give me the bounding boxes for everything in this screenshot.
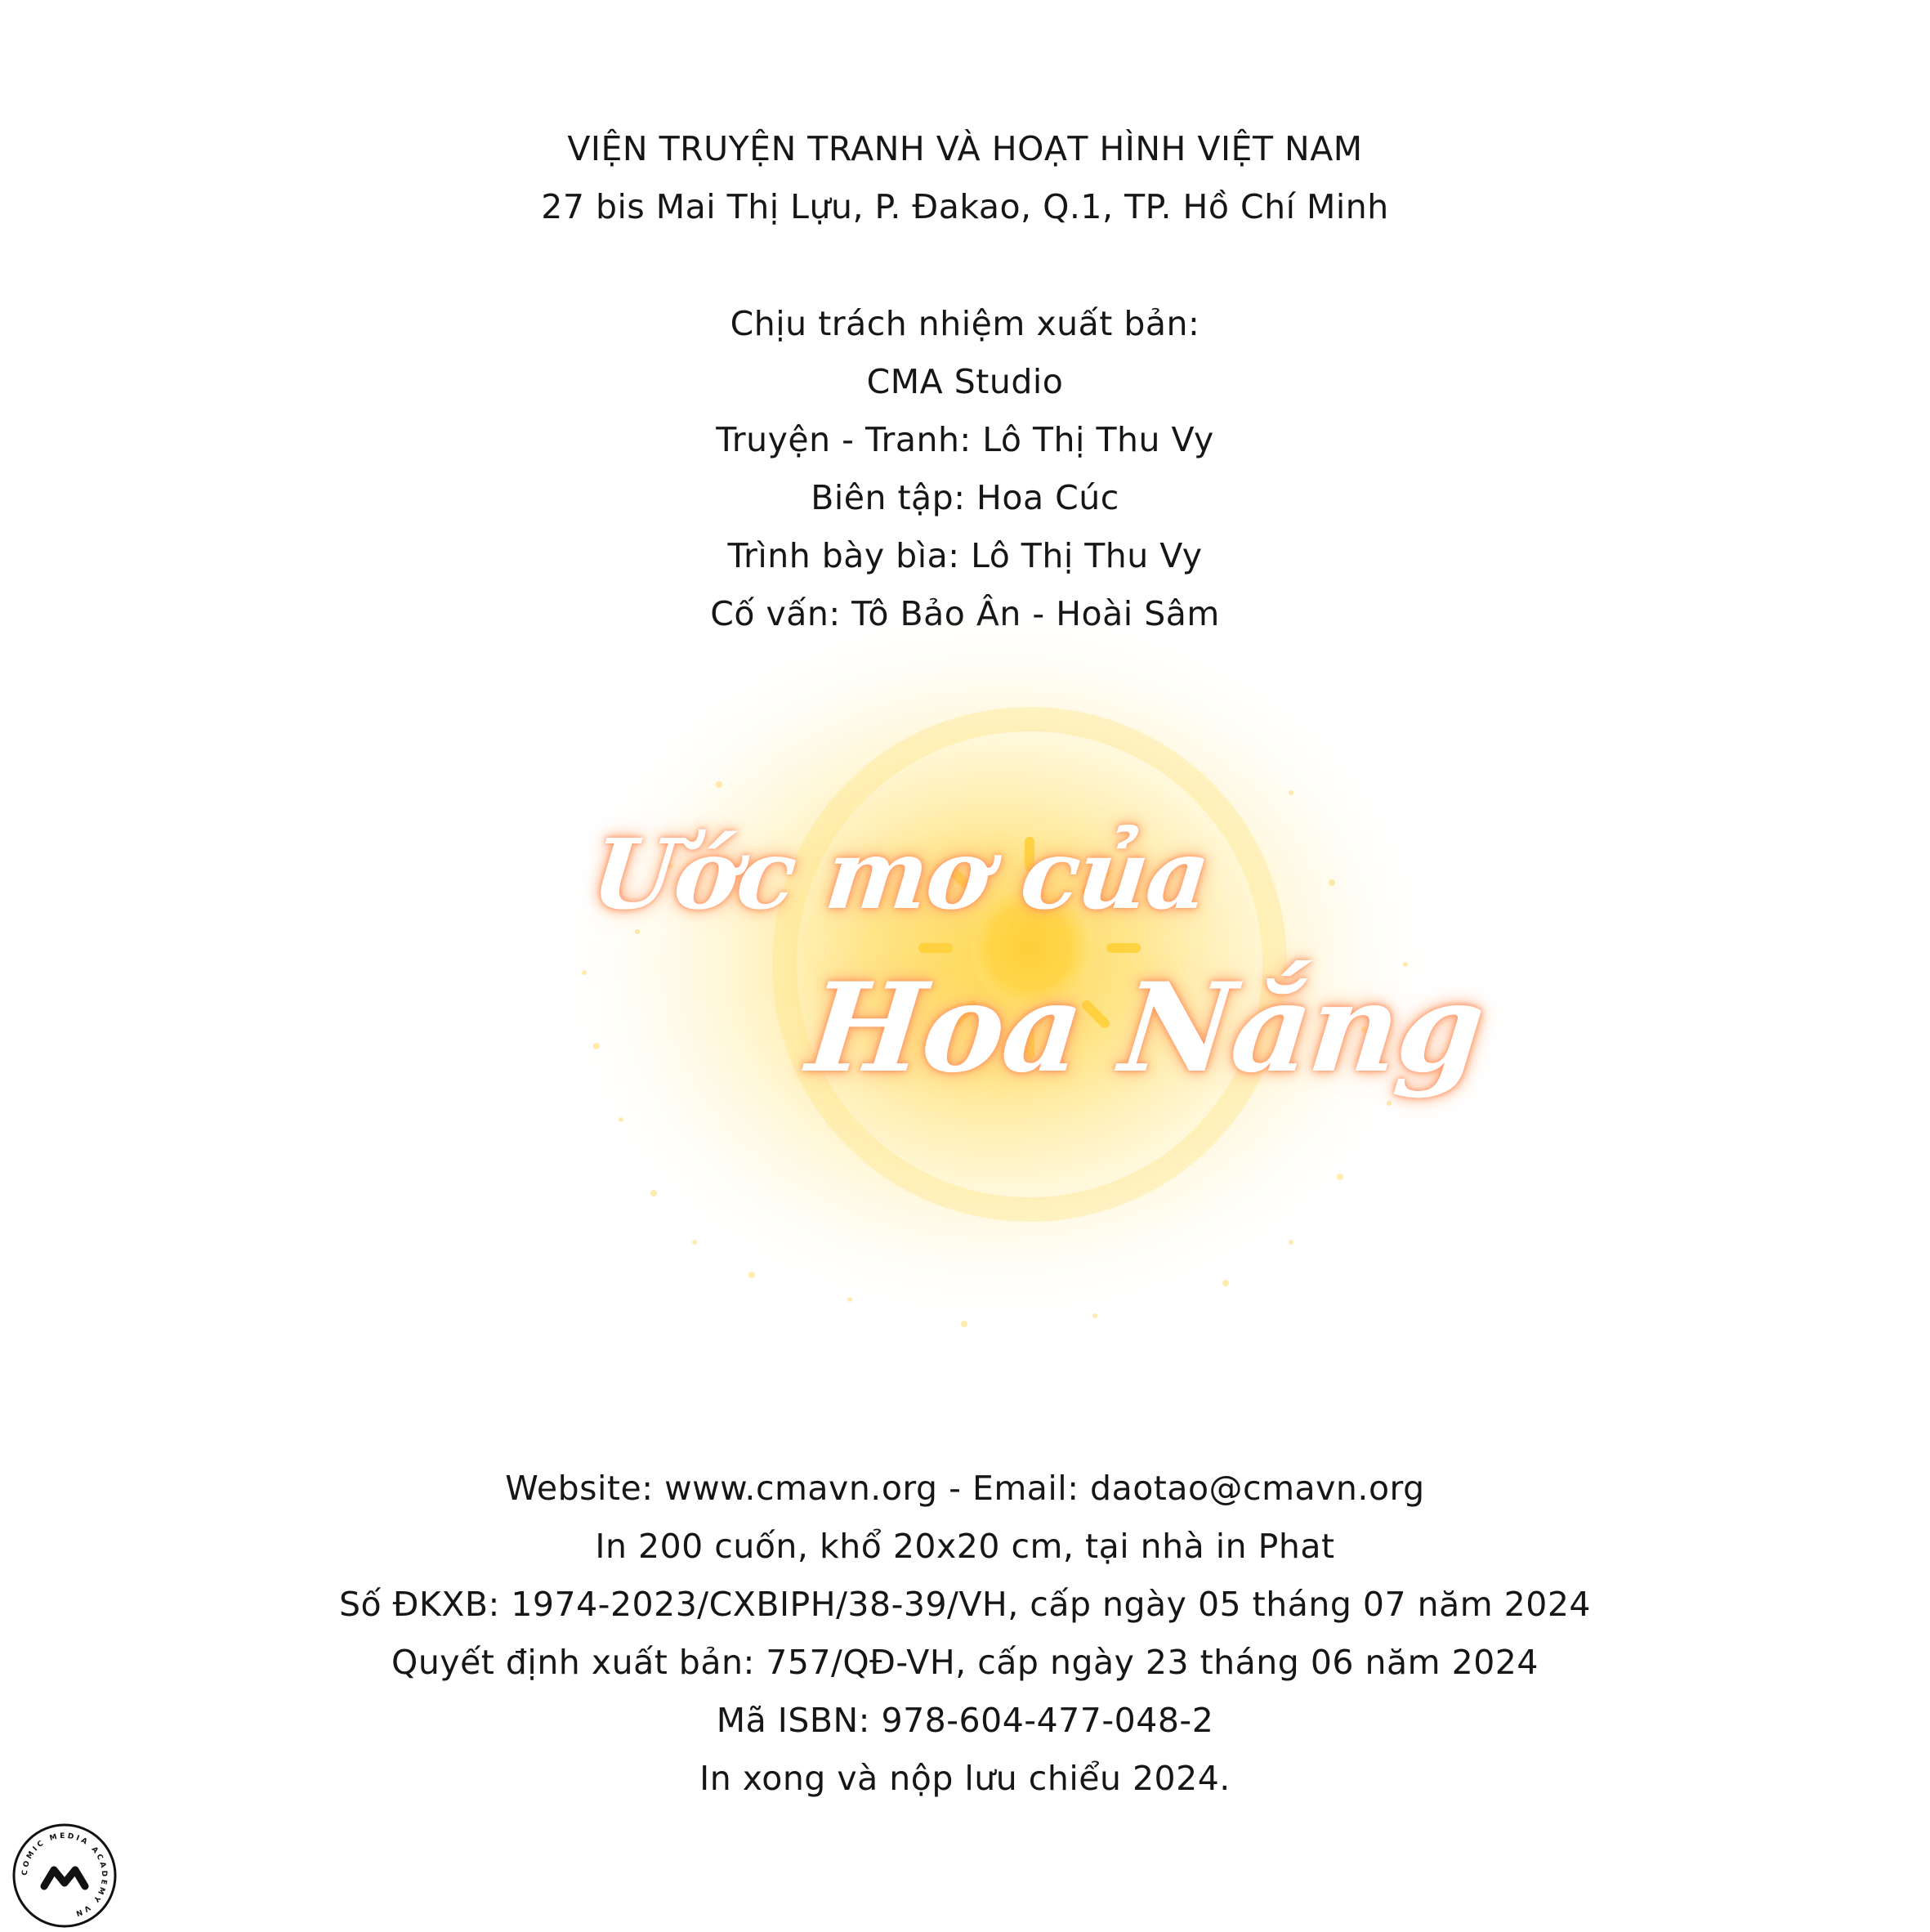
print-run: In 200 cuốn, khổ 20x20 cm, tại nhà in Phat	[595, 1527, 1335, 1566]
registration-number: Số ĐKXB: 1974-2023/CXBIPH/38-39/VH, cấp ngày 05 tháng 07 năm 2024	[338, 1585, 1592, 1624]
advisors-credit: Cố vấn: Tô Bảo Ân - Hoài Sâm	[710, 594, 1220, 633]
publisher-address: 27 bis Mai Thị Lựu, P. Đakao, Q.1, TP. Hồ Chí Minh	[541, 187, 1389, 226]
story-art-credit: Truyện - Tranh: Lô Thị Thu Vy	[716, 420, 1214, 459]
title-line-1: Ước mơ của	[586, 817, 1214, 931]
isbn: Mã ISBN: 978-604-477-048-2	[716, 1701, 1214, 1740]
cma-logo-icon	[11, 1822, 118, 1929]
legal-deposit: In xong và nộp lưu chiểu 2024.	[699, 1759, 1231, 1798]
responsibility-value: CMA Studio	[866, 362, 1064, 401]
responsibility-label: Chịu trách nhiệm xuất bản:	[730, 304, 1200, 343]
editor-credit: Biên tập: Hoa Cúc	[811, 478, 1119, 517]
cover-design-credit: Trình bày bìa: Lô Thị Thu Vy	[727, 536, 1203, 575]
title-line-2: Hoa Nắng	[801, 956, 1490, 1100]
publisher-name: VIỆN TRUYỆN TRANH VÀ HOẠT HÌNH VIỆT NAM	[567, 129, 1363, 168]
contact-info: Website: www.cmavn.org - Email: daotao@cmavn.org	[505, 1469, 1425, 1508]
logo-ring-text: COMIC MEDIA ACADEMY VN	[20, 1831, 109, 1918]
publishing-decision: Quyết định xuất bản: 757/QĐ-VH, cấp ngày 23 tháng 06 năm 2024	[391, 1643, 1539, 1682]
